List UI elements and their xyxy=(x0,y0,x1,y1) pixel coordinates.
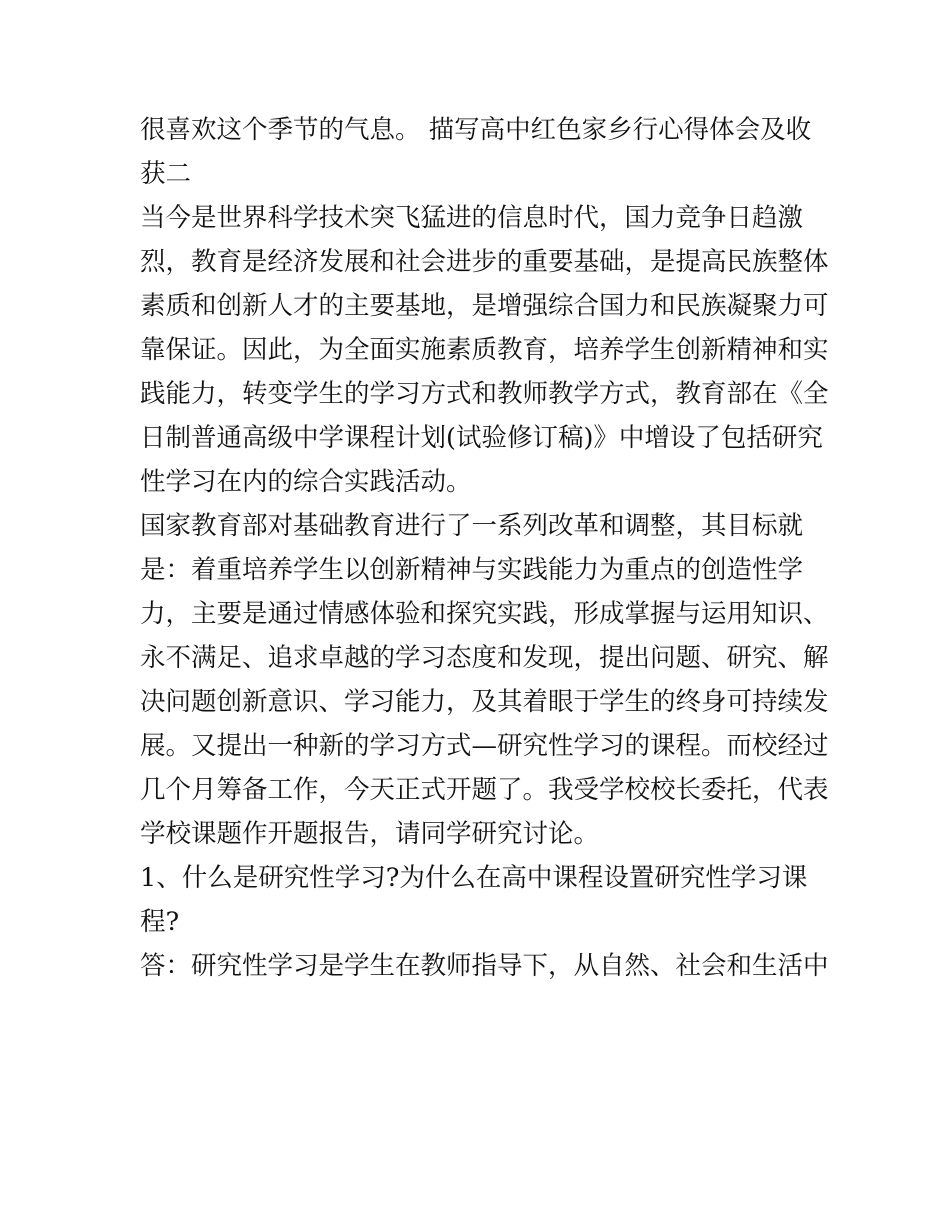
text-line: 践能力，转变学生的学习方式和教师教学方式，教育部在《全 xyxy=(140,379,829,409)
text-line: 素质和创新人才的主要基地，是增强综合国力和民族凝聚力可 xyxy=(140,291,829,321)
text-line: 展。又提出一种新的学习方式—研究性学习的课程。而校经过 xyxy=(140,731,829,761)
text-line: 很喜欢这个季节的气息。 描写高中红色家乡行心得体会及收 xyxy=(140,115,812,145)
text-line: 日制普通高级中学课程计划(试验修订稿)》中增设了包括研究 xyxy=(140,423,823,453)
text-line: 性学习在内的综合实践活动。 xyxy=(140,467,472,497)
text-line: 答：研究性学习是学生在教师指导下，从自然、社会和生活中 xyxy=(140,951,829,981)
document-body xyxy=(140,108,829,988)
text-line: 靠保证。因此，为全面实施素质教育，培养学生创新精神和实 xyxy=(140,335,829,365)
text-line: 是：着重培养学生以创新精神与实践能力为重点的创造性学 xyxy=(140,555,804,585)
text-line: 力，主要是通过情感体验和探究实践，形成掌握与运用知识、 xyxy=(140,599,829,629)
text-line: 永不满足、追求卓越的学习态度和发现，提出问题、研究、解 xyxy=(140,643,829,673)
text-line: 烈，教育是经济发展和社会进步的重要基础，是提高民族整体 xyxy=(140,247,829,277)
text-line: 决问题创新意识、学习能力，及其着眼于学生的终身可持续发 xyxy=(140,687,829,717)
text-line: 当今是世界科学技术突飞猛进的信息时代，国力竞争日趋激 xyxy=(140,203,804,233)
text-line: 1、什么是研究性学习?为什么在高中课程设置研究性学习课 xyxy=(140,863,808,893)
text-line: 程? xyxy=(140,907,180,937)
text-line: 学校课题作开题报告，请同学研究讨论。 xyxy=(140,819,600,849)
text-line: 几个月筹备工作，今天正式开题了。我受学校校长委托，代表 xyxy=(140,775,829,805)
text-line: 国家教育部对基础教育进行了一系列改革和调整，其目标就 xyxy=(140,511,804,541)
text-line: 获二 xyxy=(140,159,192,189)
